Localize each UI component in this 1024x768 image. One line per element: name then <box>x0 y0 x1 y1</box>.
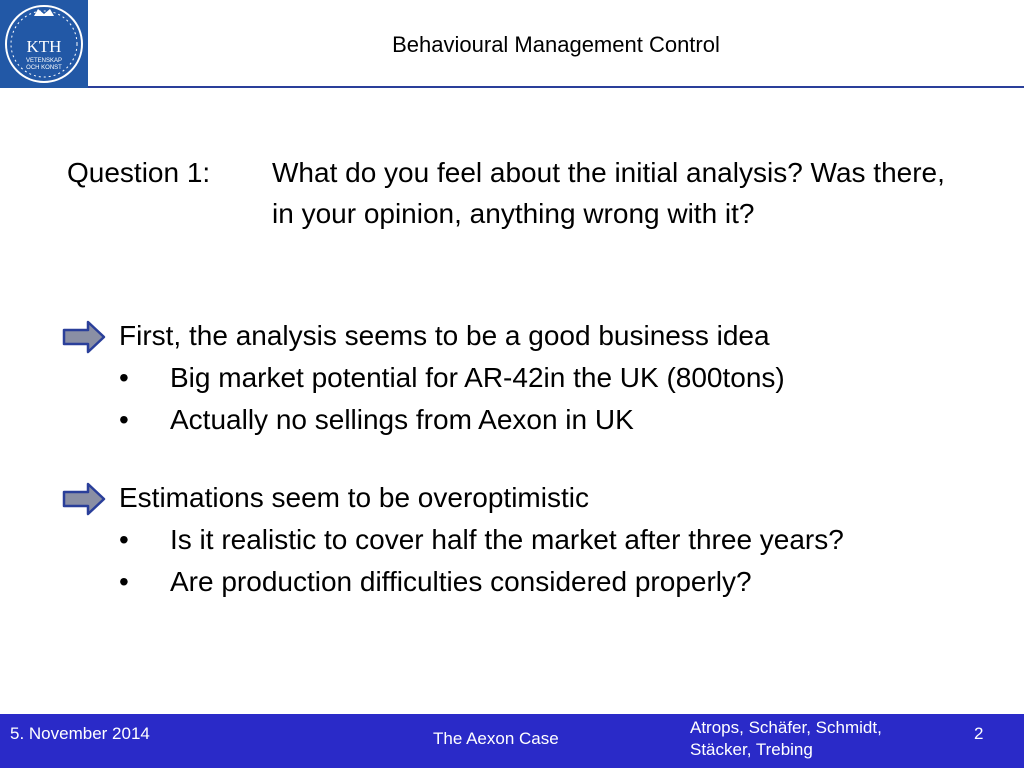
logo-subtext-1: VETENSKAP <box>25 58 63 64</box>
header-divider <box>88 86 1024 88</box>
list-item-text: Actually no sellings from Aexon in UK <box>170 404 634 435</box>
footer-authors-line-1: Atrops, Schäfer, Schmidt, <box>690 718 882 737</box>
slide-title: Behavioural Management Control <box>392 32 720 57</box>
right-arrow-icon <box>62 320 106 354</box>
section-headline: Estimations seem to be overoptimistic <box>119 482 589 513</box>
logo-text: KTH <box>26 37 62 56</box>
list-item-text: Big market potential for AR-42in the UK (800tons) <box>170 362 785 393</box>
list-item-text: Is it realistic to cover half the market after three years? <box>170 524 844 555</box>
right-arrow-icon <box>62 482 106 516</box>
bullet-icon: • <box>119 524 129 555</box>
footer-title: The Aexon Case <box>433 729 559 748</box>
question-label: Question 1: <box>67 157 211 188</box>
list-item-text: Are production difficulties considered properly? <box>170 566 752 597</box>
section-headline: First, the analysis seems to be a good business idea <box>119 320 770 351</box>
bullet-icon: • <box>119 362 129 393</box>
kth-emblem-icon <box>0 0 88 88</box>
page-number: 2 <box>974 724 984 743</box>
question-text: What do you feel about the initial analysis? Was there, in your opinion, anything wrong with it? <box>272 157 945 229</box>
slide-footer <box>0 714 1024 768</box>
kth-logo <box>0 0 88 88</box>
logo-subtext-2: OCH KONST <box>26 65 62 71</box>
footer-authors-line-2: Stäcker, Trebing <box>690 740 813 759</box>
footer-authors <box>690 717 882 761</box>
footer-date: 5. November 2014 <box>10 724 150 743</box>
bullet-icon: • <box>119 404 129 435</box>
bullet-icon: • <box>119 566 129 597</box>
